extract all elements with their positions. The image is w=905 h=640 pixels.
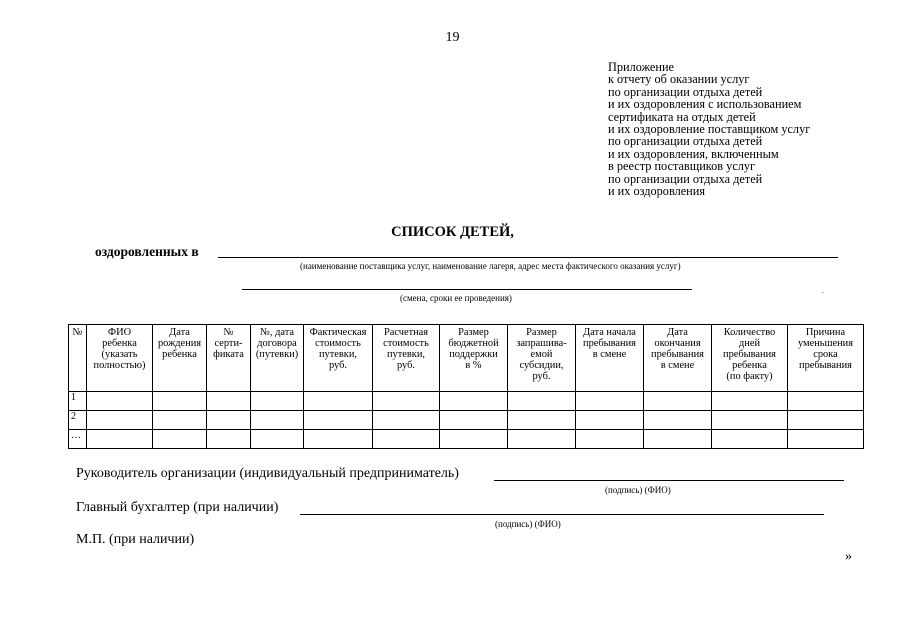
column-header-line: руб. [532,371,551,382]
recovered-in-label: оздоровленных в [95,244,199,259]
column-header-line: Размер [526,327,557,338]
column-header-line: окончания [654,338,701,349]
empty-cell [87,430,153,449]
column-header-line: в смене [592,349,627,360]
empty-cell [153,411,207,430]
column-header-line: пребывания [723,349,776,360]
column-header-line: Фактическая [309,327,367,338]
empty-cell [712,392,788,411]
empty-cell [373,411,440,430]
shift-hint: (смена, сроки ее проведения) [400,293,512,303]
column-header-line: поддержки [449,349,498,360]
column-header-line: ребенка [162,349,197,360]
row-number-cell: 2 [69,411,87,430]
children-table [68,324,864,449]
empty-cell [440,392,508,411]
table-row [69,411,864,430]
accountant-hint: (подпись) (ФИО) [495,519,561,529]
supplier-fill-line [218,257,838,258]
empty-cell [440,411,508,430]
appendix-note [608,61,810,197]
table-row [69,430,864,449]
column-header [207,325,251,392]
empty-cell [87,411,153,430]
appendix-line: к отчету об оказании услуг [608,72,750,87]
empty-cell [304,430,373,449]
column-header [576,325,644,392]
column-header-line: субсидии, [519,360,564,371]
column-header-line: путевки, [386,349,426,360]
column-header-line: запрашива- [516,338,567,349]
empty-cell [251,411,304,430]
column-header [508,325,576,392]
empty-cell [304,392,373,411]
shift-fill-line [242,289,692,290]
column-header-line: ребенка [102,338,137,349]
column-header-line: полностью) [93,360,146,371]
column-header-line: (указать [101,349,138,360]
column-header-line: стоимость [315,338,361,349]
empty-cell [153,392,207,411]
row-number-cell: 1 [69,392,87,411]
director-hint: (подпись) (ФИО) [605,485,671,495]
column-header [304,325,373,392]
empty-cell [576,430,644,449]
column-header-line: №, дата [259,327,295,338]
empty-cell [251,430,304,449]
column-header-line: руб. [328,360,347,371]
column-header [251,325,304,392]
column-header-line: ФИО [107,327,132,338]
director-fill-line [494,480,844,481]
director-label: Руководитель организации (индивидуальный предприниматель) [76,466,459,481]
empty-cell [304,411,373,430]
column-header [712,325,788,392]
column-header-line: (путевки) [255,349,299,360]
accountant-fill-line [300,514,824,515]
stamp-label: М.П. (при наличии) [76,532,195,547]
empty-cell [508,411,576,430]
column-header-line: бюджетной [448,338,499,349]
column-header-line: Количество [723,327,776,338]
column-header-line: Дата начала [583,327,636,338]
appendix-line: и их оздоровление поставщиком услуг [608,122,811,137]
column-header [788,325,864,392]
column-header-line: емой [530,349,553,360]
column-header-line: срока [813,349,838,360]
column-header-line: пребывания [651,349,704,360]
table-header-row [69,325,864,392]
page-number: 19 [445,30,460,45]
column-header-line: дней [738,338,761,349]
column-header-line: № [223,327,234,338]
empty-cell [373,392,440,411]
column-header [440,325,508,392]
empty-cell [576,392,644,411]
empty-cell [712,430,788,449]
column-header-line: путевки, [318,349,358,360]
empty-cell [87,392,153,411]
row-number-cell: … [69,430,87,449]
empty-cell [576,411,644,430]
column-header-line: руб. [396,360,415,371]
appendix-line: Приложение [608,60,674,74]
empty-cell [644,392,712,411]
column-header-line: в смене [660,360,695,371]
empty-cell [712,411,788,430]
empty-cell [788,392,864,411]
column-header-line: ребенка [732,360,767,371]
scan-speck [822,292,824,293]
column-header-line: Причина [805,327,846,338]
empty-cell [644,411,712,430]
empty-cell [440,430,508,449]
empty-cell [788,430,864,449]
column-header-line: № [72,327,83,338]
appendix-line: сертификата на отдых детей [608,109,756,124]
column-header-line: пребывания [583,338,636,349]
accountant-label: Главный бухгалтер (при наличии) [76,500,279,515]
column-header-line: стоимость [383,338,429,349]
column-header-line: Дата [667,327,688,338]
column-header-line: уменьшения [797,338,854,349]
column-header-line: Расчетная [383,327,429,338]
empty-cell [508,392,576,411]
column-header-line: рождения [157,338,202,349]
appendix-line: по организации отдыха детей [608,84,763,99]
column-header [153,325,207,392]
document-title: СПИСОК ДЕТЕЙ, [391,224,514,240]
empty-cell [153,430,207,449]
appendix-line: по организации отдыха детей [608,134,763,149]
appendix-line: в реестр поставщиков услуг [608,159,756,174]
column-header-line: пребывания [799,360,852,371]
empty-cell [373,430,440,449]
column-header-line: (по факту) [726,371,773,382]
appendix-line: по организации отдыха детей [608,171,763,186]
empty-cell [508,430,576,449]
column-header-line: Размер [458,327,489,338]
closing-quote: » [845,549,852,564]
empty-cell [251,392,304,411]
empty-cell [788,411,864,430]
column-header [69,325,87,392]
column-header-line: в % [465,360,482,371]
appendix-line: и их оздоровления [608,184,705,199]
column-header-line: серти- [214,338,243,349]
column-header [87,325,153,392]
empty-cell [207,392,251,411]
column-header-line: договора [257,338,297,349]
column-header [373,325,440,392]
empty-cell [644,430,712,449]
appendix-line: и их оздоровления с использованием [608,97,802,112]
appendix-line: и их оздоровления, включенным [608,146,779,161]
supplier-hint: (наименование поставщика услуг, наименование лагеря, адрес места фактического оказания услуг) [300,261,681,271]
column-header-line: Дата [169,327,190,338]
empty-cell [207,430,251,449]
table-row [69,392,864,411]
column-header-line: фиката [213,349,244,360]
column-header [644,325,712,392]
empty-cell [207,411,251,430]
